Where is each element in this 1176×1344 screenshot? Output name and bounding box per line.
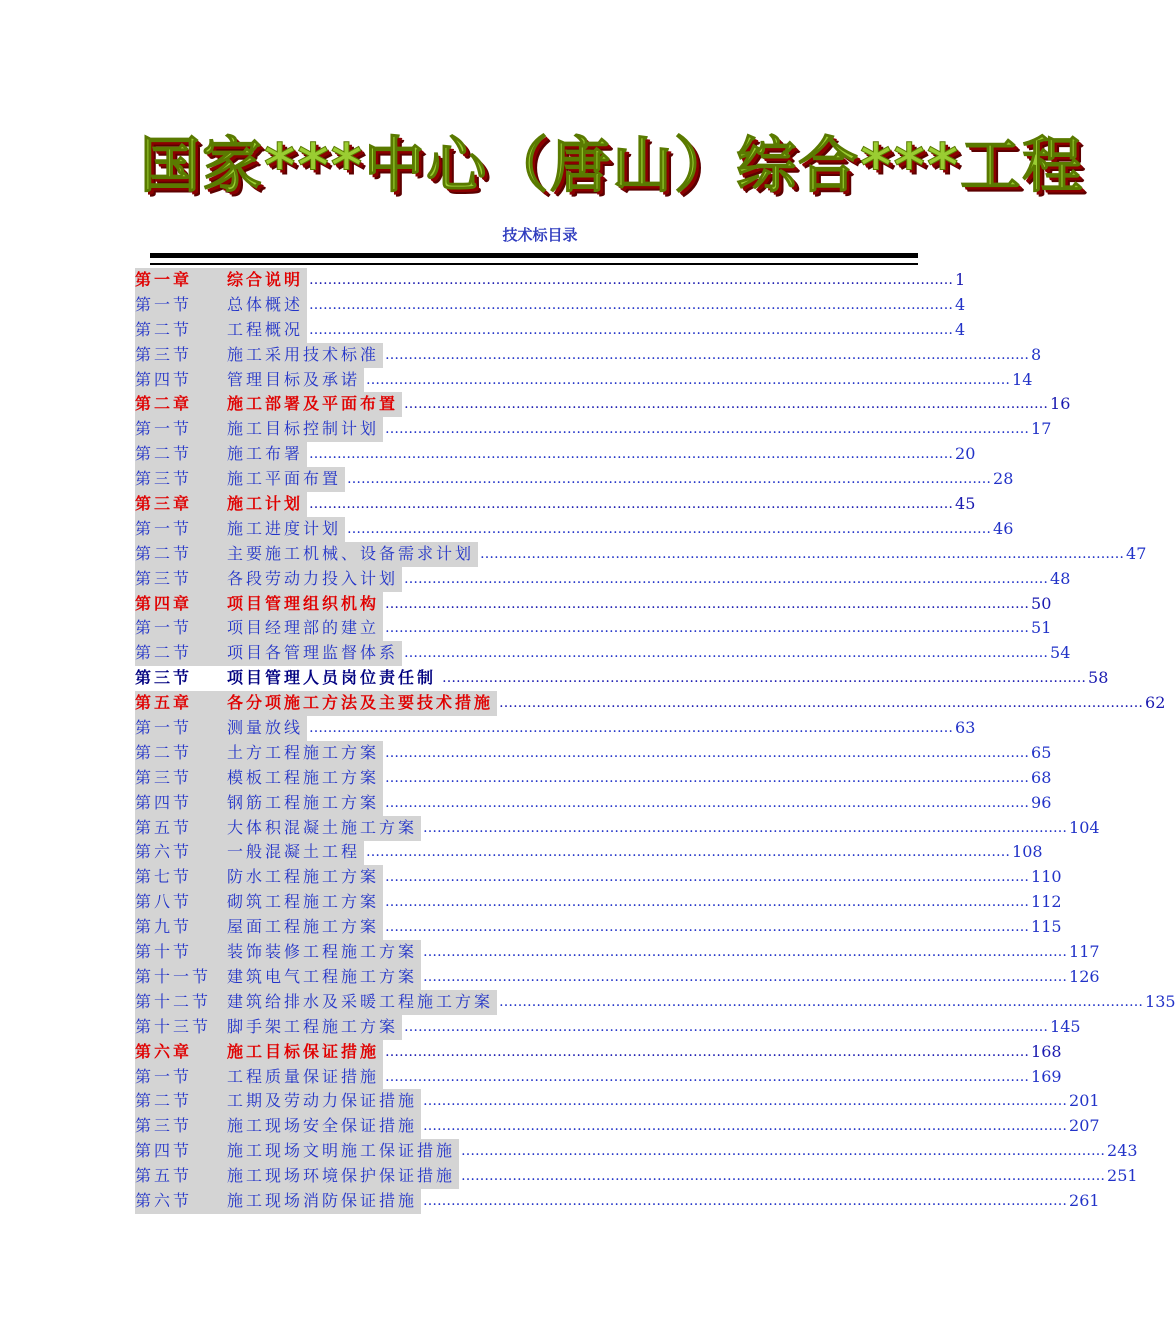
toc-entry-label (135, 1065, 383, 1090)
toc-entry-title: 施工采用技术标准 (227, 344, 380, 364)
toc-entry-number: 第二节 (135, 1091, 193, 1111)
toc-chapter-row[interactable] (135, 268, 966, 293)
toc-entry-label (135, 716, 307, 741)
toc-entry-label (135, 343, 383, 368)
toc-entry-title: 项目管理组织机构 (227, 593, 380, 613)
toc-entry-number: 第五章 (135, 693, 193, 713)
toc-entry-number: 第三节 (135, 668, 193, 688)
toc-leader-dots (459, 1139, 1105, 1164)
toc-section-row[interactable] (135, 890, 1062, 915)
toc-leader-dots (345, 467, 991, 492)
toc-leader-dots (383, 1040, 1029, 1065)
toc-entry-label (135, 890, 383, 915)
toc-page-number: 135 (1145, 991, 1176, 1011)
toc-entry-title: 防水工程施工方案 (227, 867, 380, 887)
toc-entry-title: 施工平面布置 (227, 469, 342, 489)
toc-entry-number: 第十一节 (135, 966, 212, 986)
toc-leader-dots (478, 542, 1124, 567)
toc-leader-dots (383, 592, 1029, 617)
toc-entry-number: 第三节 (135, 568, 193, 588)
toc-leader-dots (307, 442, 953, 467)
toc-page-number: 63 (955, 718, 976, 738)
toc-chapter-row[interactable] (135, 691, 1166, 716)
toc-page-number: 110 (1031, 867, 1062, 887)
toc-leader-dots (421, 940, 1067, 965)
toc-entry-label (135, 542, 478, 567)
toc-page-number: 48 (1050, 568, 1071, 588)
toc-page-number: 58 (1088, 668, 1109, 688)
toc-entry-label (135, 791, 383, 816)
toc-entry-label (135, 368, 364, 393)
toc-section-row[interactable] (135, 791, 1052, 816)
toc-leader-dots (383, 766, 1029, 791)
toc-leader-dots (497, 691, 1143, 716)
toc-leader-dots (421, 816, 1067, 841)
toc-entry-number: 第八节 (135, 892, 193, 912)
toc-page-number: 20 (955, 444, 976, 464)
toc-entry-label (135, 1114, 421, 1139)
toc-entry-label (135, 691, 497, 716)
toc-page-number: 46 (993, 518, 1014, 538)
toc-section-row[interactable] (135, 1139, 1138, 1164)
toc-entry-label (135, 567, 402, 592)
toc-section-row[interactable] (135, 318, 966, 343)
toc-page-number: 28 (993, 469, 1014, 489)
toc-entry-number: 第二节 (135, 643, 193, 663)
toc-entry-title: 测量放线 (227, 718, 304, 738)
toc-section-row[interactable] (135, 965, 1100, 990)
toc-entry-label (135, 1015, 402, 1040)
toc-entry-label (135, 666, 440, 691)
toc-leader-dots (402, 1015, 1048, 1040)
toc-entry-number: 第三节 (135, 344, 193, 364)
toc-section-row[interactable] (135, 1114, 1100, 1139)
toc-entry-number: 第十三节 (135, 1016, 212, 1036)
toc-entry-title: 施工现场消防保证措施 (227, 1190, 418, 1210)
toc-entry-label (135, 1164, 459, 1189)
toc-page-number: 51 (1031, 618, 1052, 638)
toc-leader-dots (307, 318, 953, 343)
toc-entry-number: 第四节 (135, 792, 193, 812)
toc-section-row[interactable] (135, 417, 1052, 442)
toc-page-number: 201 (1069, 1091, 1100, 1111)
toc-entry-label (135, 392, 402, 417)
toc-leader-dots (383, 741, 1029, 766)
toc-entry-title: 工期及劳动力保证措施 (227, 1091, 418, 1111)
toc-entry-title: 钢筋工程施工方案 (227, 792, 380, 812)
toc-entry-title: 砌筑工程施工方案 (227, 892, 380, 912)
toc-entry-label (135, 641, 402, 666)
toc-leader-dots (383, 890, 1029, 915)
toc-section-row[interactable] (135, 816, 1100, 841)
toc-entry-label (135, 816, 421, 841)
toc-entry-number: 第一节 (135, 618, 193, 638)
toc-entry-number: 第一节 (135, 718, 193, 738)
toc-entry-number: 第四节 (135, 1141, 193, 1161)
toc-entry-title: 建筑电气工程施工方案 (227, 966, 418, 986)
toc-entry-label (135, 1189, 421, 1214)
toc-section-row[interactable] (135, 1015, 1081, 1040)
toc-section-row[interactable] (135, 368, 1033, 393)
toc-entry-number: 第三章 (135, 494, 193, 514)
toc-leader-dots (402, 641, 1048, 666)
toc-entry-title: 大体积混凝土施工方案 (227, 817, 418, 837)
toc-entry-number: 第三节 (135, 1116, 193, 1136)
toc-entry-title: 综合说明 (227, 270, 304, 289)
toc-entry-title: 施工进度计划 (227, 518, 342, 538)
toc-page-number: 47 (1126, 543, 1147, 563)
toc-entry-label (135, 915, 383, 940)
toc-entry-label (135, 1139, 459, 1164)
toc-section-row[interactable] (135, 1164, 1138, 1189)
toc-section-row[interactable] (135, 1189, 1100, 1214)
toc-page-number: 115 (1031, 917, 1062, 937)
toc-page-number: 168 (1031, 1041, 1062, 1061)
toc-section-row[interactable] (135, 542, 1147, 567)
toc-entry-title: 各分项施工方法及主要技术措施 (227, 693, 494, 713)
toc-entry-number: 第四节 (135, 369, 193, 389)
toc-page-number: 4 (955, 319, 966, 339)
toc-entry-number: 第十节 (135, 942, 193, 962)
toc-entry-number: 第一节 (135, 419, 193, 439)
toc-entry-label (135, 940, 421, 965)
toc-entry-title: 项目各管理监督体系 (227, 643, 399, 663)
header-rule-thin (150, 263, 918, 265)
toc-entry-number: 第三节 (135, 767, 193, 787)
toc-entry-label (135, 442, 307, 467)
toc-leader-dots (364, 368, 1010, 393)
toc-entry-label (135, 865, 383, 890)
header-rule-thick (150, 253, 918, 258)
toc-leader-dots (421, 965, 1067, 990)
toc-section-row[interactable] (135, 741, 1052, 766)
toc-entry-number: 第三节 (135, 469, 193, 489)
toc-page-number: 104 (1069, 817, 1100, 837)
toc-entry-title: 一般混凝土工程 (227, 842, 361, 862)
toc-section-row[interactable] (135, 766, 1052, 791)
toc-entry-label (135, 417, 383, 442)
toc-entry-number: 第六节 (135, 842, 193, 862)
toc-page-number: 45 (955, 494, 976, 514)
toc-section-row[interactable] (135, 1065, 1062, 1090)
toc-page-number: 14 (1012, 369, 1033, 389)
toc-entry-number: 第二节 (135, 444, 193, 464)
toc-page-number: 261 (1069, 1190, 1100, 1210)
toc-section-row[interactable] (135, 865, 1062, 890)
toc-section-row[interactable] (135, 467, 1014, 492)
toc-page-number: 4 (955, 294, 966, 314)
toc-page-number: 117 (1069, 942, 1100, 962)
toc-leader-dots (459, 1164, 1105, 1189)
toc-chapter-row[interactable] (135, 592, 1052, 617)
toc-leader-dots (307, 492, 953, 517)
toc-leader-dots (307, 268, 953, 293)
toc-entry-number: 第二节 (135, 543, 193, 563)
toc-entry-number: 第五节 (135, 817, 193, 837)
toc-page-number: 16 (1050, 394, 1071, 414)
toc-entry-title: 工程质量保证措施 (227, 1066, 380, 1086)
toc-section-row[interactable] (135, 666, 1109, 691)
toc-entry-number: 第六章 (135, 1041, 193, 1061)
toc-entry-number: 第二节 (135, 742, 193, 762)
toc-section-row[interactable] (135, 567, 1071, 592)
toc-entry-title: 工程概况 (227, 319, 304, 339)
toc-section-row[interactable] (135, 293, 966, 318)
toc-leader-dots (307, 293, 953, 318)
toc-entry-label (135, 840, 364, 865)
toc-section-row[interactable] (135, 716, 976, 741)
toc-entry-number: 第七节 (135, 867, 193, 887)
toc-entry-title: 施工现场安全保证措施 (227, 1116, 418, 1136)
toc-section-row[interactable] (135, 1089, 1100, 1114)
toc-heading: 技术标目录 (502, 226, 578, 244)
toc-entry-title: 施工计划 (227, 494, 304, 514)
toc-chapter-row[interactable] (135, 392, 1071, 417)
toc-entry-title: 施工部署及平面布置 (227, 394, 399, 414)
toc-leader-dots (383, 417, 1029, 442)
toc-leader-dots (307, 716, 953, 741)
toc-entry-label (135, 467, 345, 492)
toc-entry-title: 各段劳动力投入计划 (227, 568, 399, 588)
toc-entry-label (135, 965, 421, 990)
toc-page-number: 207 (1069, 1116, 1100, 1136)
toc-page-number: 8 (1031, 344, 1042, 364)
toc-entry-number: 第十二节 (135, 991, 212, 1011)
toc-entry-number: 第一节 (135, 294, 193, 314)
toc-section-row[interactable] (135, 442, 976, 467)
toc-page-number: 243 (1107, 1141, 1138, 1161)
toc-page-number: 62 (1145, 693, 1166, 713)
toc-leader-dots (364, 840, 1010, 865)
toc-entry-number: 第四章 (135, 593, 193, 613)
toc-leader-dots (345, 517, 991, 542)
toc-entry-number: 第二章 (135, 394, 193, 414)
toc-entry-label (135, 318, 307, 343)
toc-page-number: 1 (955, 270, 966, 289)
toc-entry-label (135, 592, 383, 617)
toc-section-row[interactable] (135, 517, 1014, 542)
toc-entry-title: 施工布署 (227, 444, 304, 464)
toc-entry-title: 主要施工机械、设备需求计划 (227, 543, 475, 563)
toc-entry-label (135, 517, 345, 542)
toc-entry-title: 土方工程施工方案 (227, 742, 380, 762)
toc-entry-title: 屋面工程施工方案 (227, 917, 380, 937)
toc-page-number: 108 (1012, 842, 1043, 862)
toc-section-row[interactable] (135, 940, 1100, 965)
toc-section-row[interactable] (135, 343, 1042, 368)
toc-entry-title: 模板工程施工方案 (227, 767, 380, 787)
toc-entry-title: 建筑给排水及采暖工程施工方案 (227, 991, 494, 1011)
toc-page-number: 126 (1069, 966, 1100, 986)
toc-leader-dots (402, 392, 1048, 417)
toc-entry-title: 脚手架工程施工方案 (227, 1016, 399, 1036)
toc-section-row[interactable] (135, 915, 1062, 940)
toc-chapter-row[interactable] (135, 492, 976, 517)
toc-leader-dots (383, 1065, 1029, 1090)
toc-entry-label (135, 293, 307, 318)
toc-leader-dots (421, 1114, 1067, 1139)
toc-entry-title: 施工现场环境保护保证措施 (227, 1166, 456, 1186)
toc-entry-label (135, 766, 383, 791)
toc-section-row[interactable] (135, 616, 1052, 641)
toc-entry-number: 第一节 (135, 518, 193, 538)
toc-entry-label (135, 1089, 421, 1114)
toc-section-row[interactable] (135, 840, 1043, 865)
toc-entry-title: 管理目标及承诺 (227, 369, 361, 389)
toc-entry-number: 第五节 (135, 1166, 193, 1186)
toc-entry-number: 第二节 (135, 319, 193, 339)
toc-entry-number: 第一节 (135, 1066, 193, 1086)
toc-page-number: 145 (1050, 1016, 1081, 1036)
toc-page-number: 96 (1031, 792, 1052, 812)
toc-entry-title: 施工目标保证措施 (227, 1041, 380, 1061)
toc-page-number: 112 (1031, 892, 1062, 912)
toc-entry-title: 施工现场文明施工保证措施 (227, 1141, 456, 1161)
toc-chapter-row[interactable] (135, 1040, 1062, 1065)
document-title: 国家***中心（唐山）综合***工程 (140, 131, 1085, 201)
toc-entry-title: 总体概述 (227, 294, 304, 314)
toc-section-row[interactable] (135, 641, 1071, 666)
toc-leader-dots (383, 791, 1029, 816)
toc-entry-label (135, 1040, 383, 1065)
toc-entry-number: 第九节 (135, 917, 193, 937)
toc-page-number: 169 (1031, 1066, 1062, 1086)
toc-leader-dots (497, 990, 1143, 1015)
toc-leader-dots (440, 666, 1086, 691)
toc-leader-dots (383, 343, 1029, 368)
toc-page-number: 50 (1031, 593, 1052, 613)
toc-entry-label (135, 492, 307, 517)
toc-entry-label (135, 616, 383, 641)
toc-entry-number: 第一章 (135, 270, 193, 289)
toc-entry-title: 装饰装修工程施工方案 (227, 942, 418, 962)
toc-entry-label (135, 990, 497, 1015)
toc-leader-dots (421, 1089, 1067, 1114)
toc-entry-title: 项目管理人员岗位责任制 (227, 668, 437, 688)
toc-entry-label (135, 741, 383, 766)
toc-entry-label (135, 268, 307, 293)
toc-leader-dots (383, 865, 1029, 890)
toc-page-number: 68 (1031, 767, 1052, 787)
toc-page-number: 17 (1031, 419, 1052, 439)
toc-entry-title: 施工目标控制计划 (227, 419, 380, 439)
toc-leader-dots (383, 915, 1029, 940)
toc-entry-title: 项目经理部的建立 (227, 618, 380, 638)
table-of-contents (135, 268, 1176, 1214)
toc-leader-dots (383, 616, 1029, 641)
toc-leader-dots (402, 567, 1048, 592)
toc-page-number: 251 (1107, 1166, 1138, 1186)
toc-leader-dots (421, 1189, 1067, 1214)
toc-page-number: 65 (1031, 742, 1052, 762)
toc-page-number: 54 (1050, 643, 1071, 663)
toc-entry-number: 第六节 (135, 1190, 193, 1210)
toc-section-row[interactable] (135, 990, 1176, 1015)
